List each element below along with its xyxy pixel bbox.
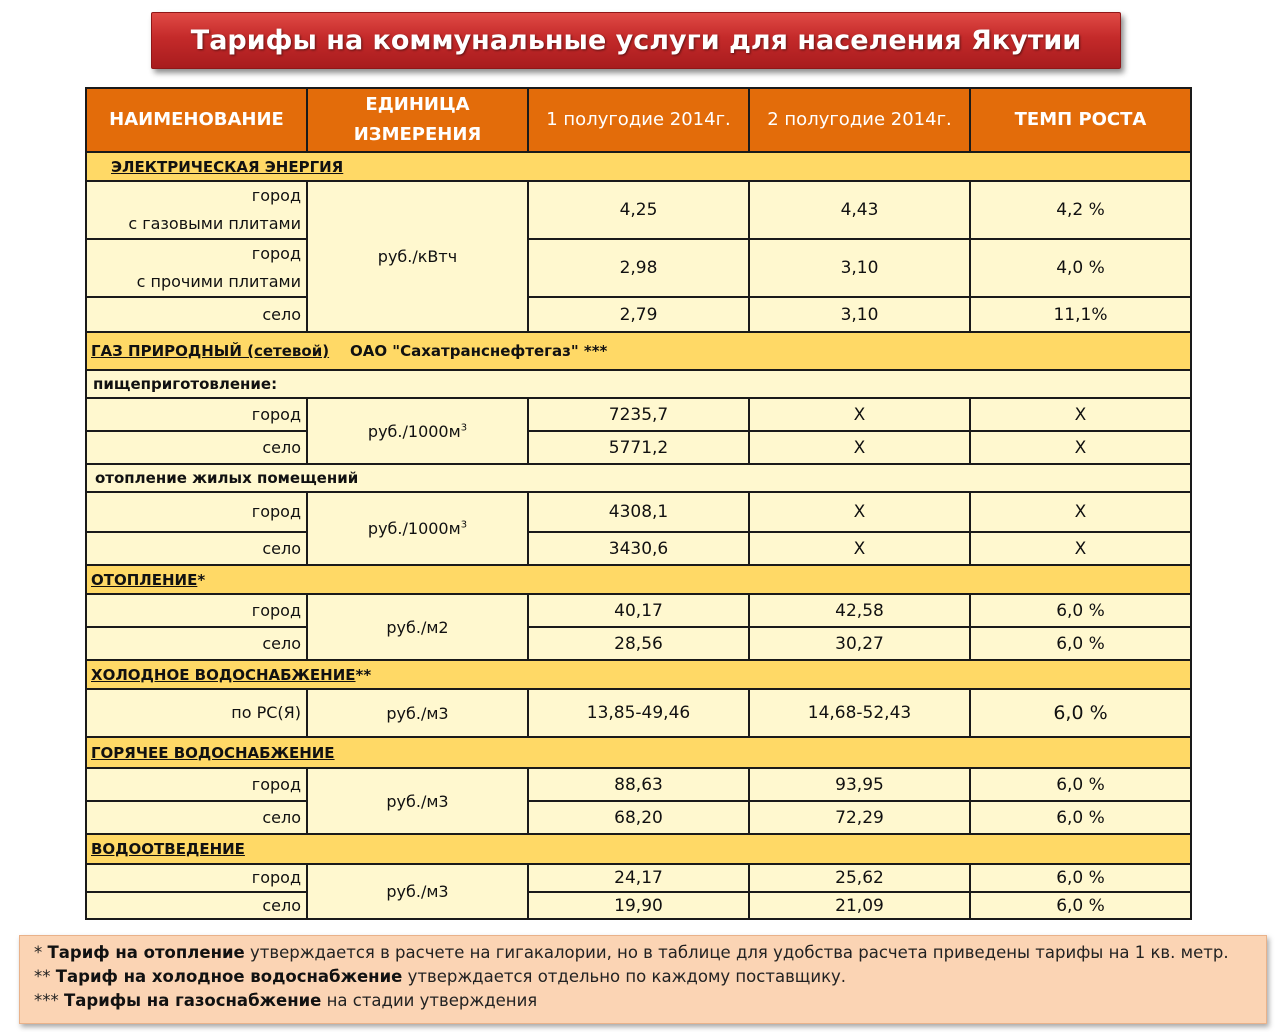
row-name-line1: город — [251, 186, 301, 205]
half2-value: Х — [749, 398, 970, 431]
row-name: город — [86, 768, 307, 801]
unit-cell: руб./м2 — [307, 594, 528, 660]
half1-value: 2,79 — [528, 297, 749, 332]
half1-value: 24,17 — [528, 864, 749, 892]
section-row — [86, 152, 1191, 181]
section-label: ГОРЯЧЕЕ ВОДОСНАБЖЕНИЕ — [91, 743, 335, 762]
unit-text: руб./1000м — [367, 421, 461, 441]
unit-cell: руб./м3 — [307, 864, 528, 919]
half2-value: 72,29 — [749, 801, 970, 834]
half1-value: 88,63 — [528, 768, 749, 801]
footnote-prefix: *** — [34, 991, 64, 1010]
table-row — [86, 492, 1191, 532]
table-row — [86, 398, 1191, 431]
footnote-prefix: * — [34, 943, 48, 962]
growth-value: Х — [970, 492, 1191, 532]
section-label: ВОДООТВЕДЕНИЕ — [91, 840, 245, 858]
half2-value: 25,62 — [749, 864, 970, 892]
half2-value: 14,68-52,43 — [749, 689, 970, 737]
row-name: город — [86, 492, 307, 532]
footnote-1 — [34, 941, 1266, 965]
growth-value: 6,0 % — [970, 594, 1191, 627]
row-name: город — [86, 864, 307, 892]
half2-value: 21,09 — [749, 892, 970, 919]
row-name — [86, 239, 307, 297]
section-row — [86, 834, 1191, 864]
footnote-mark: ** — [355, 665, 372, 684]
section-hot-water — [86, 737, 1191, 768]
half2-value: 4,43 — [749, 181, 970, 239]
growth-value: 4,0 % — [970, 239, 1191, 297]
header-name: НАИМЕНОВАНИЕ — [86, 88, 307, 152]
section-electricity — [86, 152, 1191, 181]
growth-value: 6,0 % — [970, 864, 1191, 892]
unit-cell — [307, 398, 528, 464]
section-label: ОТОПЛЕНИЕ — [91, 570, 198, 589]
subsection-row — [86, 464, 1191, 492]
header-growth: ТЕМП РОСТА — [970, 88, 1191, 152]
section-heating — [86, 565, 1191, 594]
table-row — [86, 297, 1191, 332]
half1-value: 13,85-49,46 — [528, 689, 749, 737]
row-name — [86, 181, 307, 239]
footnote-bold: Тарифы на газоснабжение — [64, 991, 322, 1010]
row-name-line2: с прочими плитами — [136, 272, 301, 291]
row-name: город — [86, 398, 307, 431]
footnote-3 — [34, 989, 1266, 1013]
header-unit — [307, 88, 528, 152]
section-cold-water — [86, 660, 1191, 689]
half2-value: 3,10 — [749, 297, 970, 332]
table-row — [86, 627, 1191, 660]
row-name: село — [86, 297, 307, 332]
half2-value: Х — [749, 532, 970, 565]
unit-cell — [307, 492, 528, 565]
growth-value: 6,0 % — [970, 627, 1191, 660]
header-unit-line1: ЕДИНИЦА — [365, 94, 470, 115]
half2-value: 30,27 — [749, 627, 970, 660]
footnotes-box — [19, 935, 1267, 1024]
growth-value: Х — [970, 532, 1191, 565]
growth-value: 6,0 % — [970, 892, 1191, 919]
subsection-row — [86, 370, 1191, 398]
row-name-line1: город — [251, 244, 301, 263]
half1-value: 5771,2 — [528, 431, 749, 464]
unit-cell: руб./м3 — [307, 768, 528, 834]
growth-value: 11,1% — [970, 297, 1191, 332]
header-half2: 2 полугодие 2014г. — [749, 88, 970, 152]
table-row — [86, 532, 1191, 565]
growth-value: 6,0 % — [970, 801, 1191, 834]
page-title: Тарифы на коммунальные услуги для населения Якутии — [151, 12, 1121, 69]
table-row — [86, 768, 1191, 801]
table-row — [86, 864, 1191, 892]
header-row — [86, 88, 1191, 152]
section-sewerage — [86, 834, 1191, 864]
unit-text: руб./1000м — [367, 519, 461, 538]
half2-value: Х — [749, 492, 970, 532]
section-label: ЭЛЕКТРИЧЕСКАЯ ЭНЕРГИЯ — [111, 157, 344, 176]
footnote-text: утверждается отдельно по каждому поставщику. — [402, 967, 847, 986]
half1-value: 3430,6 — [528, 532, 749, 565]
table-row — [86, 689, 1191, 737]
section-gas — [86, 332, 1191, 370]
half1-value: 68,20 — [528, 801, 749, 834]
header-half1: 1 полугодие 2014г. — [528, 88, 749, 152]
section-row — [86, 565, 1191, 594]
half2-value: 3,10 — [749, 239, 970, 297]
half2-value: Х — [749, 431, 970, 464]
half1-value: 2,98 — [528, 239, 749, 297]
row-name: село — [86, 532, 307, 565]
table-row — [86, 431, 1191, 464]
growth-value: 4,2 % — [970, 181, 1191, 239]
footnote-prefix: ** — [34, 967, 56, 986]
half1-value: 28,56 — [528, 627, 749, 660]
row-name: город — [86, 594, 307, 627]
row-name: село — [86, 801, 307, 834]
table-row — [86, 801, 1191, 834]
footnote-mark: * — [197, 570, 206, 589]
footnote-2 — [34, 965, 1266, 989]
section-row — [86, 737, 1191, 768]
row-name: по РС(Я) — [86, 689, 307, 737]
growth-value: 6,0 % — [970, 768, 1191, 801]
section-row — [86, 332, 1191, 370]
row-name-line2: с газовыми плитами — [128, 214, 301, 233]
gas-supplier: ОАО "Сахатранснефтегаз" *** — [349, 342, 608, 360]
header-unit-line2: ИЗМЕРЕНИЯ — [353, 124, 482, 145]
unit-superscript: 3 — [460, 422, 468, 434]
growth-value: 6,0 % — [970, 689, 1191, 737]
table-row — [86, 239, 1191, 297]
row-name: село — [86, 627, 307, 660]
half1-value: 7235,7 — [528, 398, 749, 431]
half2-value: 42,58 — [749, 594, 970, 627]
row-name: село — [86, 892, 307, 919]
section-label: ГАЗ ПРИРОДНЫЙ (сетевой) — [91, 342, 330, 360]
half2-value: 93,95 — [749, 768, 970, 801]
footnote-bold: Тариф на отопление — [47, 943, 245, 962]
row-name: село — [86, 431, 307, 464]
unit-superscript: 3 — [460, 519, 468, 531]
half1-value: 40,17 — [528, 594, 749, 627]
footnote-bold: Тариф на холодное водоснабжение — [55, 967, 403, 986]
footnote-text: на стадии утверждения — [321, 991, 538, 1010]
section-row — [86, 660, 1191, 689]
table-row — [86, 594, 1191, 627]
section-label: ХОЛОДНОЕ ВОДОСНАБЖЕНИЕ — [91, 665, 356, 684]
footnote-text: утверждается в расчете на гигакалории, но в таблице для удобства расчета приведены тарифы на 1 кв. метр. — [244, 943, 1229, 962]
half1-value: 4,25 — [528, 181, 749, 239]
unit-cell: руб./м3 — [307, 689, 528, 737]
subsection-heating: отопление жилых помещений — [86, 464, 1191, 492]
growth-value: Х — [970, 398, 1191, 431]
tariff-table — [85, 87, 1192, 920]
subsection-cooking: пищеприготовление: — [86, 370, 1191, 398]
table-row — [86, 181, 1191, 239]
table-row — [86, 892, 1191, 919]
growth-value: Х — [970, 431, 1191, 464]
unit-cell: руб./кВтч — [307, 181, 528, 332]
half1-value: 4308,1 — [528, 492, 749, 532]
half1-value: 19,90 — [528, 892, 749, 919]
